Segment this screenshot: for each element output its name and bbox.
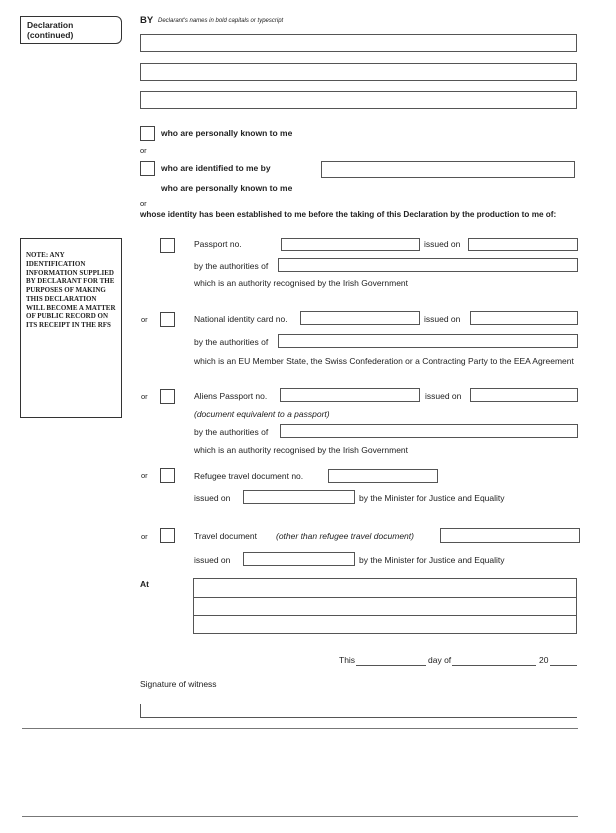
travel-other-than-label: (other than refugee travel document) — [276, 531, 414, 541]
signature-label: Signature of witness — [140, 679, 217, 689]
place-field[interactable] — [193, 578, 577, 634]
national-id-authority-field[interactable] — [278, 334, 578, 348]
year-label: 20 — [539, 655, 549, 665]
divider-line-2 — [22, 816, 578, 817]
eu-member-label: which is an EU Member State, the Swiss Confederation or a Contracting Party to the EEA Agreement — [194, 356, 574, 366]
passport-authority-label: by the authorities of — [194, 261, 269, 271]
passport-issued-label: issued on — [424, 239, 461, 249]
section-tab — [20, 16, 122, 44]
declarant-name-field-1[interactable] — [140, 34, 577, 52]
travel-document-number-field[interactable] — [440, 528, 580, 543]
or-label-6: or — [141, 532, 148, 541]
year-field[interactable] — [550, 665, 577, 666]
travel-minister-label: by the Minister for Justice and Equality — [359, 555, 505, 565]
travel-issued-label: issued on — [194, 555, 231, 565]
refugee-issued-field[interactable] — [243, 490, 355, 504]
travel-document-checkbox[interactable] — [160, 528, 175, 543]
aliens-authority-field[interactable] — [280, 424, 578, 438]
identifier-name-field[interactable] — [321, 161, 575, 178]
national-id-checkbox[interactable] — [160, 312, 175, 327]
day-of-label: day of — [428, 655, 452, 665]
refugee-minister-label: by the Minister for Justice and Equality — [359, 493, 505, 503]
aliens-passport-label: Aliens Passport no. — [194, 391, 268, 401]
passport-checkbox[interactable] — [160, 238, 175, 253]
or-label-3: or — [141, 315, 148, 324]
national-id-issued-field[interactable] — [470, 311, 578, 325]
travel-issued-field[interactable] — [243, 552, 355, 566]
aliens-authority-label: by the authorities of — [194, 427, 269, 437]
signature-field[interactable] — [140, 704, 577, 718]
by-label: BY — [140, 15, 154, 26]
national-id-issued-label: issued on — [424, 314, 461, 324]
this-label: This — [339, 655, 356, 665]
aliens-equivalent-label: (document equivalent to a passport) — [194, 409, 330, 419]
travel-document-label: Travel document — [194, 531, 257, 541]
passport-label: Passport no. — [194, 239, 242, 249]
at-label: At — [140, 579, 149, 589]
declarant-name-field-3[interactable] — [140, 91, 577, 109]
or-label-1: or — [140, 146, 147, 155]
identity-established-label: whose identity has been established to me before the taking of this Declaration by the production to me of: — [140, 210, 557, 219]
personally-known-checkbox[interactable] — [140, 126, 155, 141]
or-label-2: or — [140, 199, 147, 208]
national-id-authority-label: by the authorities of — [194, 337, 269, 347]
aliens-issued-field[interactable] — [470, 388, 578, 402]
aliens-recognised-label: which is an authority recognised by the Irish Government — [194, 445, 409, 455]
national-id-label: National identity card no. — [194, 314, 288, 324]
passport-issued-field[interactable] — [468, 238, 578, 251]
day-field[interactable] — [356, 665, 426, 666]
aliens-passport-checkbox[interactable] — [160, 389, 175, 404]
refugee-issued-label: issued on — [194, 493, 231, 503]
month-field[interactable] — [452, 665, 536, 666]
passport-number-field[interactable] — [281, 238, 420, 251]
passport-recognised-label: which is an authority recognised by the Irish Government — [194, 278, 409, 288]
declarant-name-field-2[interactable] — [140, 63, 577, 81]
refugee-document-label: Refugee travel document no. — [194, 471, 304, 481]
refugee-document-checkbox[interactable] — [160, 468, 175, 483]
aliens-passport-number-field[interactable] — [280, 388, 420, 402]
personally-known-label: who are personally known to me — [161, 128, 293, 138]
identified-by-label: who are identified to me by — [161, 163, 271, 173]
identified-by-checkbox[interactable] — [140, 161, 155, 176]
identifier-known-label: who are personally known to me — [161, 183, 293, 193]
passport-authority-field[interactable] — [278, 258, 578, 272]
or-label-5: or — [141, 471, 148, 480]
section-tab-line2: (continued) — [27, 30, 74, 41]
or-label-4: or — [141, 392, 148, 401]
refugee-document-number-field[interactable] — [328, 469, 438, 483]
identification-note: NOTE: ANY IDENTIFICATION INFORMATION SUPPLIED BY DECLARANT FOR THE PURPOSES OF MAKING THIS DECLARATION WILL BECOME A MATTER OF PUBLIC RECORD ON ITS RECEIPT IN THE RFS — [20, 238, 122, 418]
divider-line-1 — [22, 728, 578, 729]
by-hint: Declarant's names in bold capitals or typescript — [158, 18, 284, 24]
aliens-issued-label: issued on — [425, 391, 462, 401]
national-id-number-field[interactable] — [300, 311, 420, 325]
section-tab-line1: Declaration — [27, 20, 74, 30]
